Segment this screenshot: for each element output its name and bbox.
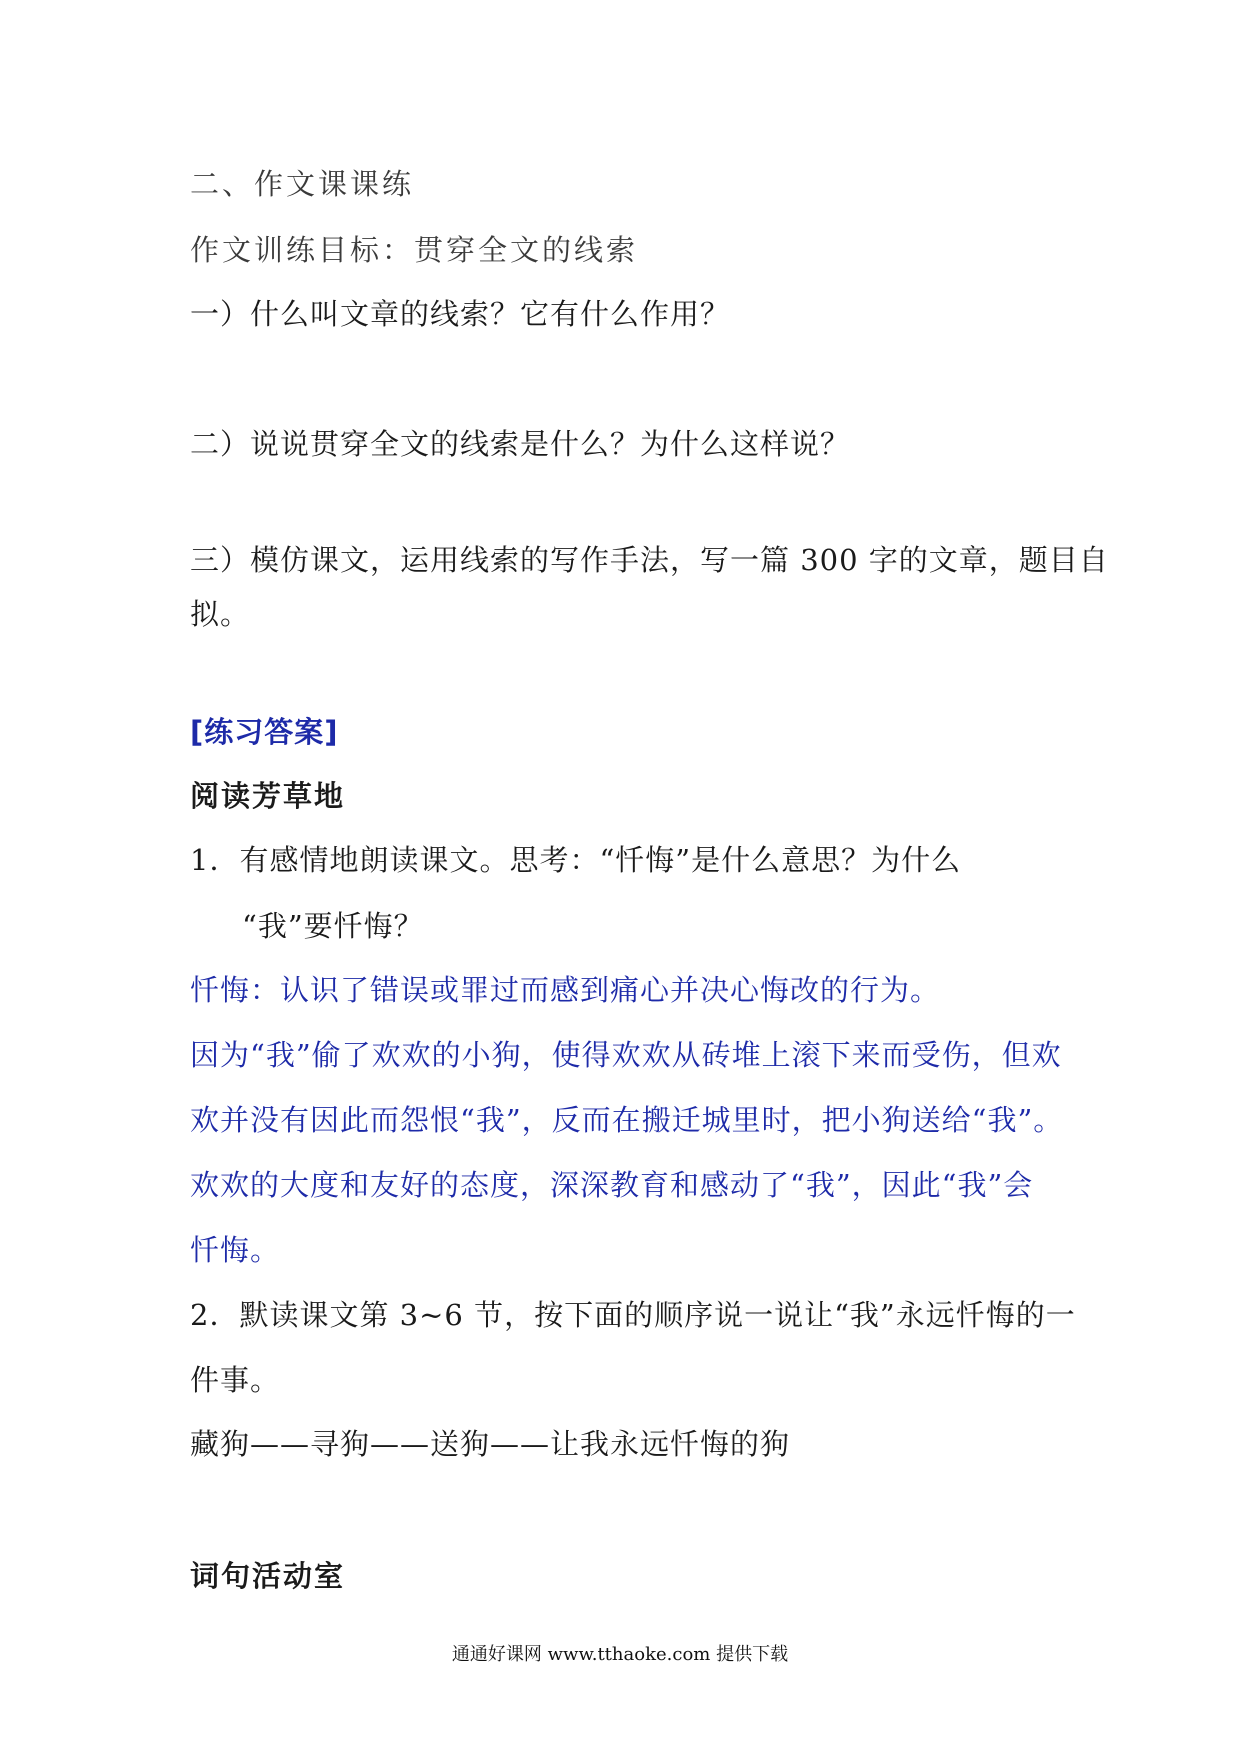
words-section-title: 词句活动室: [190, 1559, 346, 1593]
question-3-line2: 拟。: [190, 597, 251, 631]
answer-1: 忏悔：认识了错误或罪过而感到痛心并决心悔改的行为。: [190, 973, 941, 1007]
item-1-line2: “我”要忏悔？: [242, 909, 424, 943]
answer-2-line4: 忏悔。: [190, 1233, 281, 1267]
page-footer: 通通好课网 www.tthaoke.com 提供下载: [451, 1644, 789, 1665]
question-1: 一）什么叫文章的线索？它有什么作用？: [190, 297, 731, 331]
answer-2-line3: 欢欢的大度和友好的态度，深深教育和感动了“我”，因此“我”会: [190, 1168, 1034, 1202]
item-1-line1: 1．有感情地朗读课文。思考：“忏悔”是什么意思？为什么: [190, 843, 962, 877]
reading-section-title: 阅读芳草地: [190, 779, 346, 813]
question-3-line1: 三）模仿课文，运用线索的写作手法，写一篇 300 字的文章，题目自: [190, 543, 1109, 577]
item-2-line1: 2．默读课文第 3~6 节，按下面的顺序说一说让“我”永远忏悔的一: [190, 1298, 1076, 1332]
writing-goal: 作文训练目标：贯穿全文的线索: [190, 233, 639, 267]
question-2: 二）说说贯穿全文的线索是什么？为什么这样说？: [190, 427, 851, 461]
section-heading: 二、作文课课练: [190, 167, 415, 201]
answer-2-line1: 因为“我”偷了欢欢的小狗，使得欢欢从砖堆上滚下来而受伤，但欢: [190, 1038, 1062, 1072]
item-2-line2: 件事。: [190, 1363, 281, 1397]
item-2-answer: 藏狗——寻狗——送狗——让我永远忏悔的狗: [190, 1427, 791, 1461]
answers-heading: [练习答案]: [190, 715, 339, 749]
answer-2-line2: 欢并没有因此而怨恨“我”，反而在搬迁城里时，把小狗送给“我”。: [190, 1103, 1064, 1137]
